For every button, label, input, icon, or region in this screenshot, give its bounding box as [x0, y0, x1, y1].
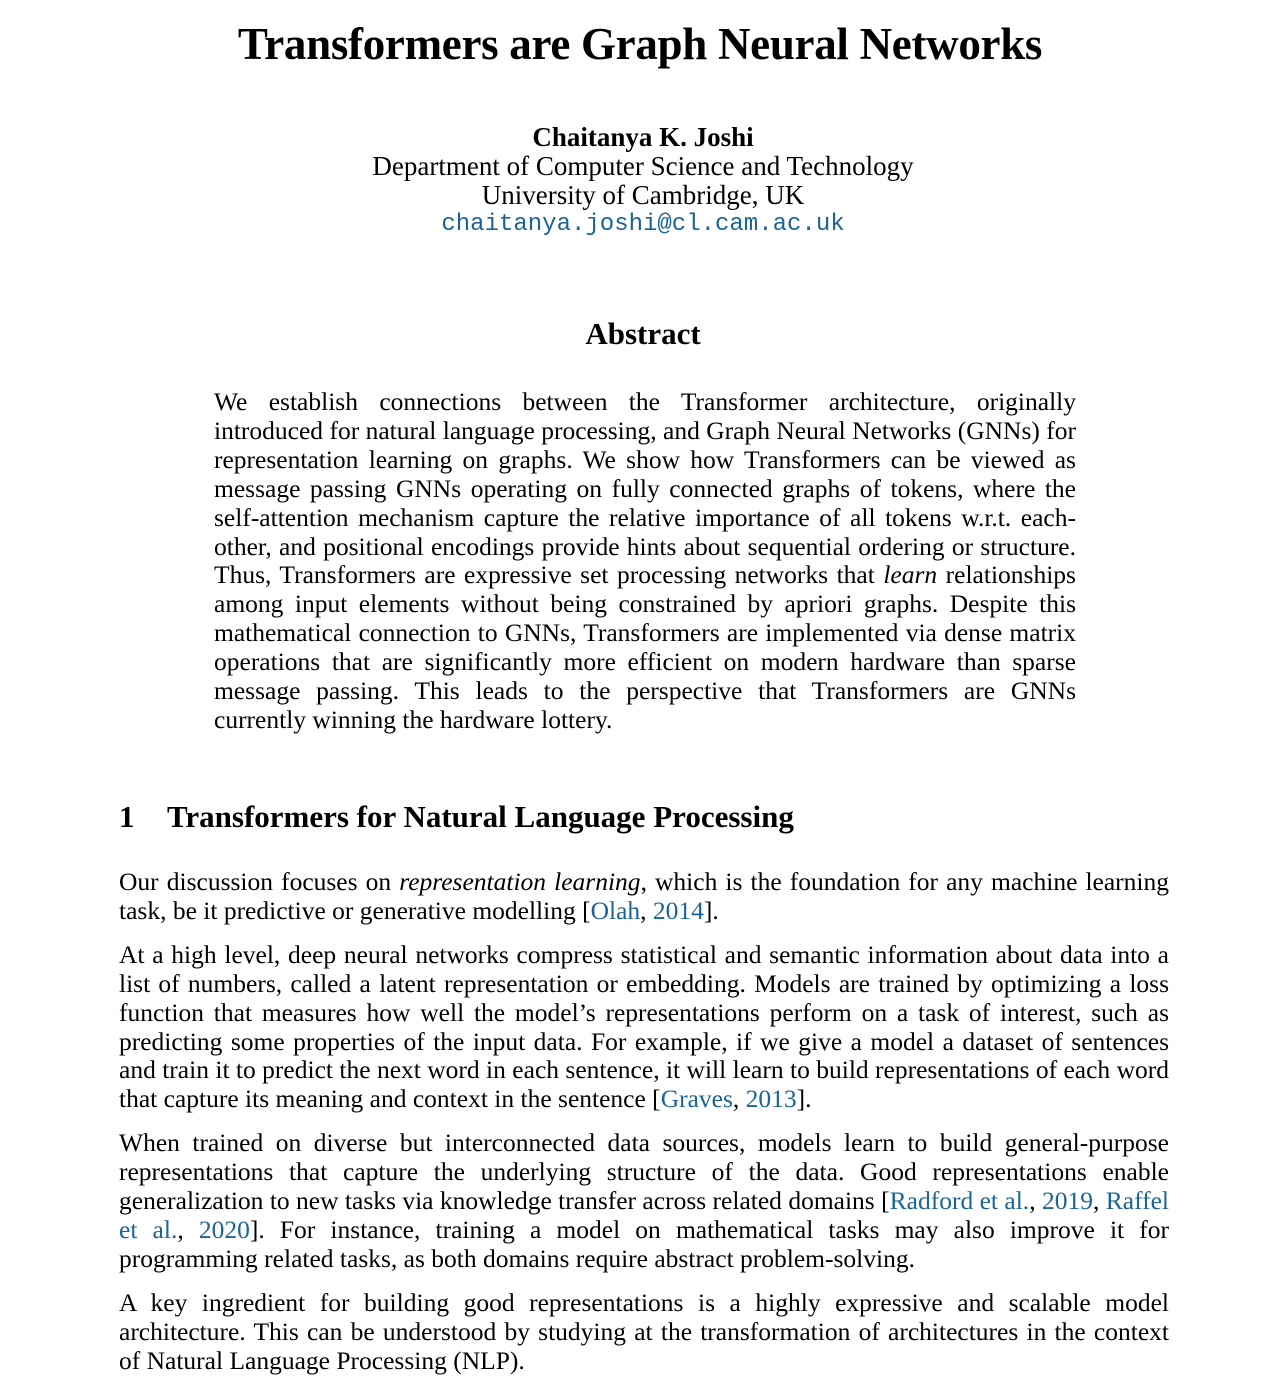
- abstract-text: [214, 388, 1076, 735]
- text: ,: [1029, 1186, 1042, 1216]
- abstract-heading: Abstract: [585, 316, 701, 351]
- text: ].: [796, 1084, 812, 1114]
- text: ]. For instance, training a model on mathematical tasks may also improve it for programming related tasks, as both domains require abstract problem-solving.: [119, 1214, 1170, 1273]
- citation-year-link[interactable]: 2019: [1041, 1186, 1093, 1216]
- text: ,: [732, 1084, 746, 1114]
- section-heading: [119, 797, 794, 837]
- citation-year-link[interactable]: 2014: [652, 895, 704, 925]
- citation-year-link[interactable]: 2020: [198, 1214, 250, 1244]
- citation-link[interactable]: Graves: [660, 1084, 733, 1114]
- paragraph: [119, 1129, 1169, 1274]
- abstract-emphasis: learn: [883, 560, 938, 590]
- citation-link[interactable]: Raffel et al.: [119, 1186, 1170, 1244]
- text: Our discussion focuses on: [119, 867, 400, 896]
- abstract-text-part: We establish connections between the Transformer architecture, originally introduced for natural language processing, and Graph Neural Networks (GNNs) for representation learning on graphs. We show how Transformers can be viewed as message passing GNNs operating on fully connected graphs of tokens, where the self-attention mechanism capture the relative importance of all tokens w.r.t. each-other, and positional encodings provide hints about sequential ordering or structure. Thus, Transformers are expressive set processing networks that: [214, 387, 1076, 590]
- emphasis: representation learning: [399, 867, 641, 896]
- author-department: Department of Computer Science and Technology: [372, 151, 914, 181]
- section-body: [119, 868, 1169, 1391]
- text: ,: [177, 1214, 199, 1244]
- abstract-text-part: relationships among input elements without being constrained by apriori graphs. Despite this mathematical connection to GNNs, Transformers are implemented via dense matrix operations that are significantly more efficient on modern hardware than sparse message passing. This leads to the perspective that Transformers are GNNs currently winning the hardware lottery.: [214, 560, 1076, 734]
- paragraph: [119, 868, 1169, 926]
- citation-link[interactable]: Olah: [590, 895, 641, 925]
- citation-link[interactable]: Radford et al.: [889, 1186, 1030, 1216]
- paper-title: Transformers are Graph Neural Networks: [237, 19, 1043, 69]
- citation-year-link[interactable]: 2013: [745, 1084, 797, 1114]
- text: ,: [1092, 1186, 1106, 1216]
- paragraph: A key ingredient for building good representations is a highly expressive and scalable model architecture. This can be understood by studying at the transformation of architectures in the context of Natural Language Processing (NLP).: [119, 1287, 1169, 1375]
- text: When trained on diverse but interconnected data sources, models learn to build general-purpose representations that capture the underlying structure of the data. Good representations enable generalization to new tasks via knowledge transfer across related domains [: [119, 1128, 1169, 1216]
- author-university: University of Cambridge, UK: [481, 180, 805, 210]
- paragraph: [119, 941, 1169, 1114]
- text: , which is the foundation for any machine learning task, be it predictive or generative modelling [: [119, 867, 1170, 925]
- author-email-link[interactable]: chaitanya.joshi@cl.cam.ac.uk: [441, 211, 845, 238]
- section-number: 1: [119, 799, 135, 834]
- text: ].: [703, 895, 719, 925]
- section-title: Transformers for Natural Language Processing: [167, 799, 794, 834]
- text: ,: [640, 895, 653, 925]
- author-name: Chaitanya K. Joshi: [532, 122, 754, 152]
- text: At a high level, deep neural networks compress statistical and semantic information about data into a list of numbers, called a latent representation or embedding. Models are trained by optimizing a loss function that measures how well the model’s representations perform on a task of interest, such as predicting some properties of the input data. For example, if we give a model a dataset of sentences and train it to predict the next word in each sentence, it will learn to build representations of each word that capture its meaning and context in the sentence [: [119, 939, 1169, 1114]
- author-block: [0, 123, 1280, 239]
